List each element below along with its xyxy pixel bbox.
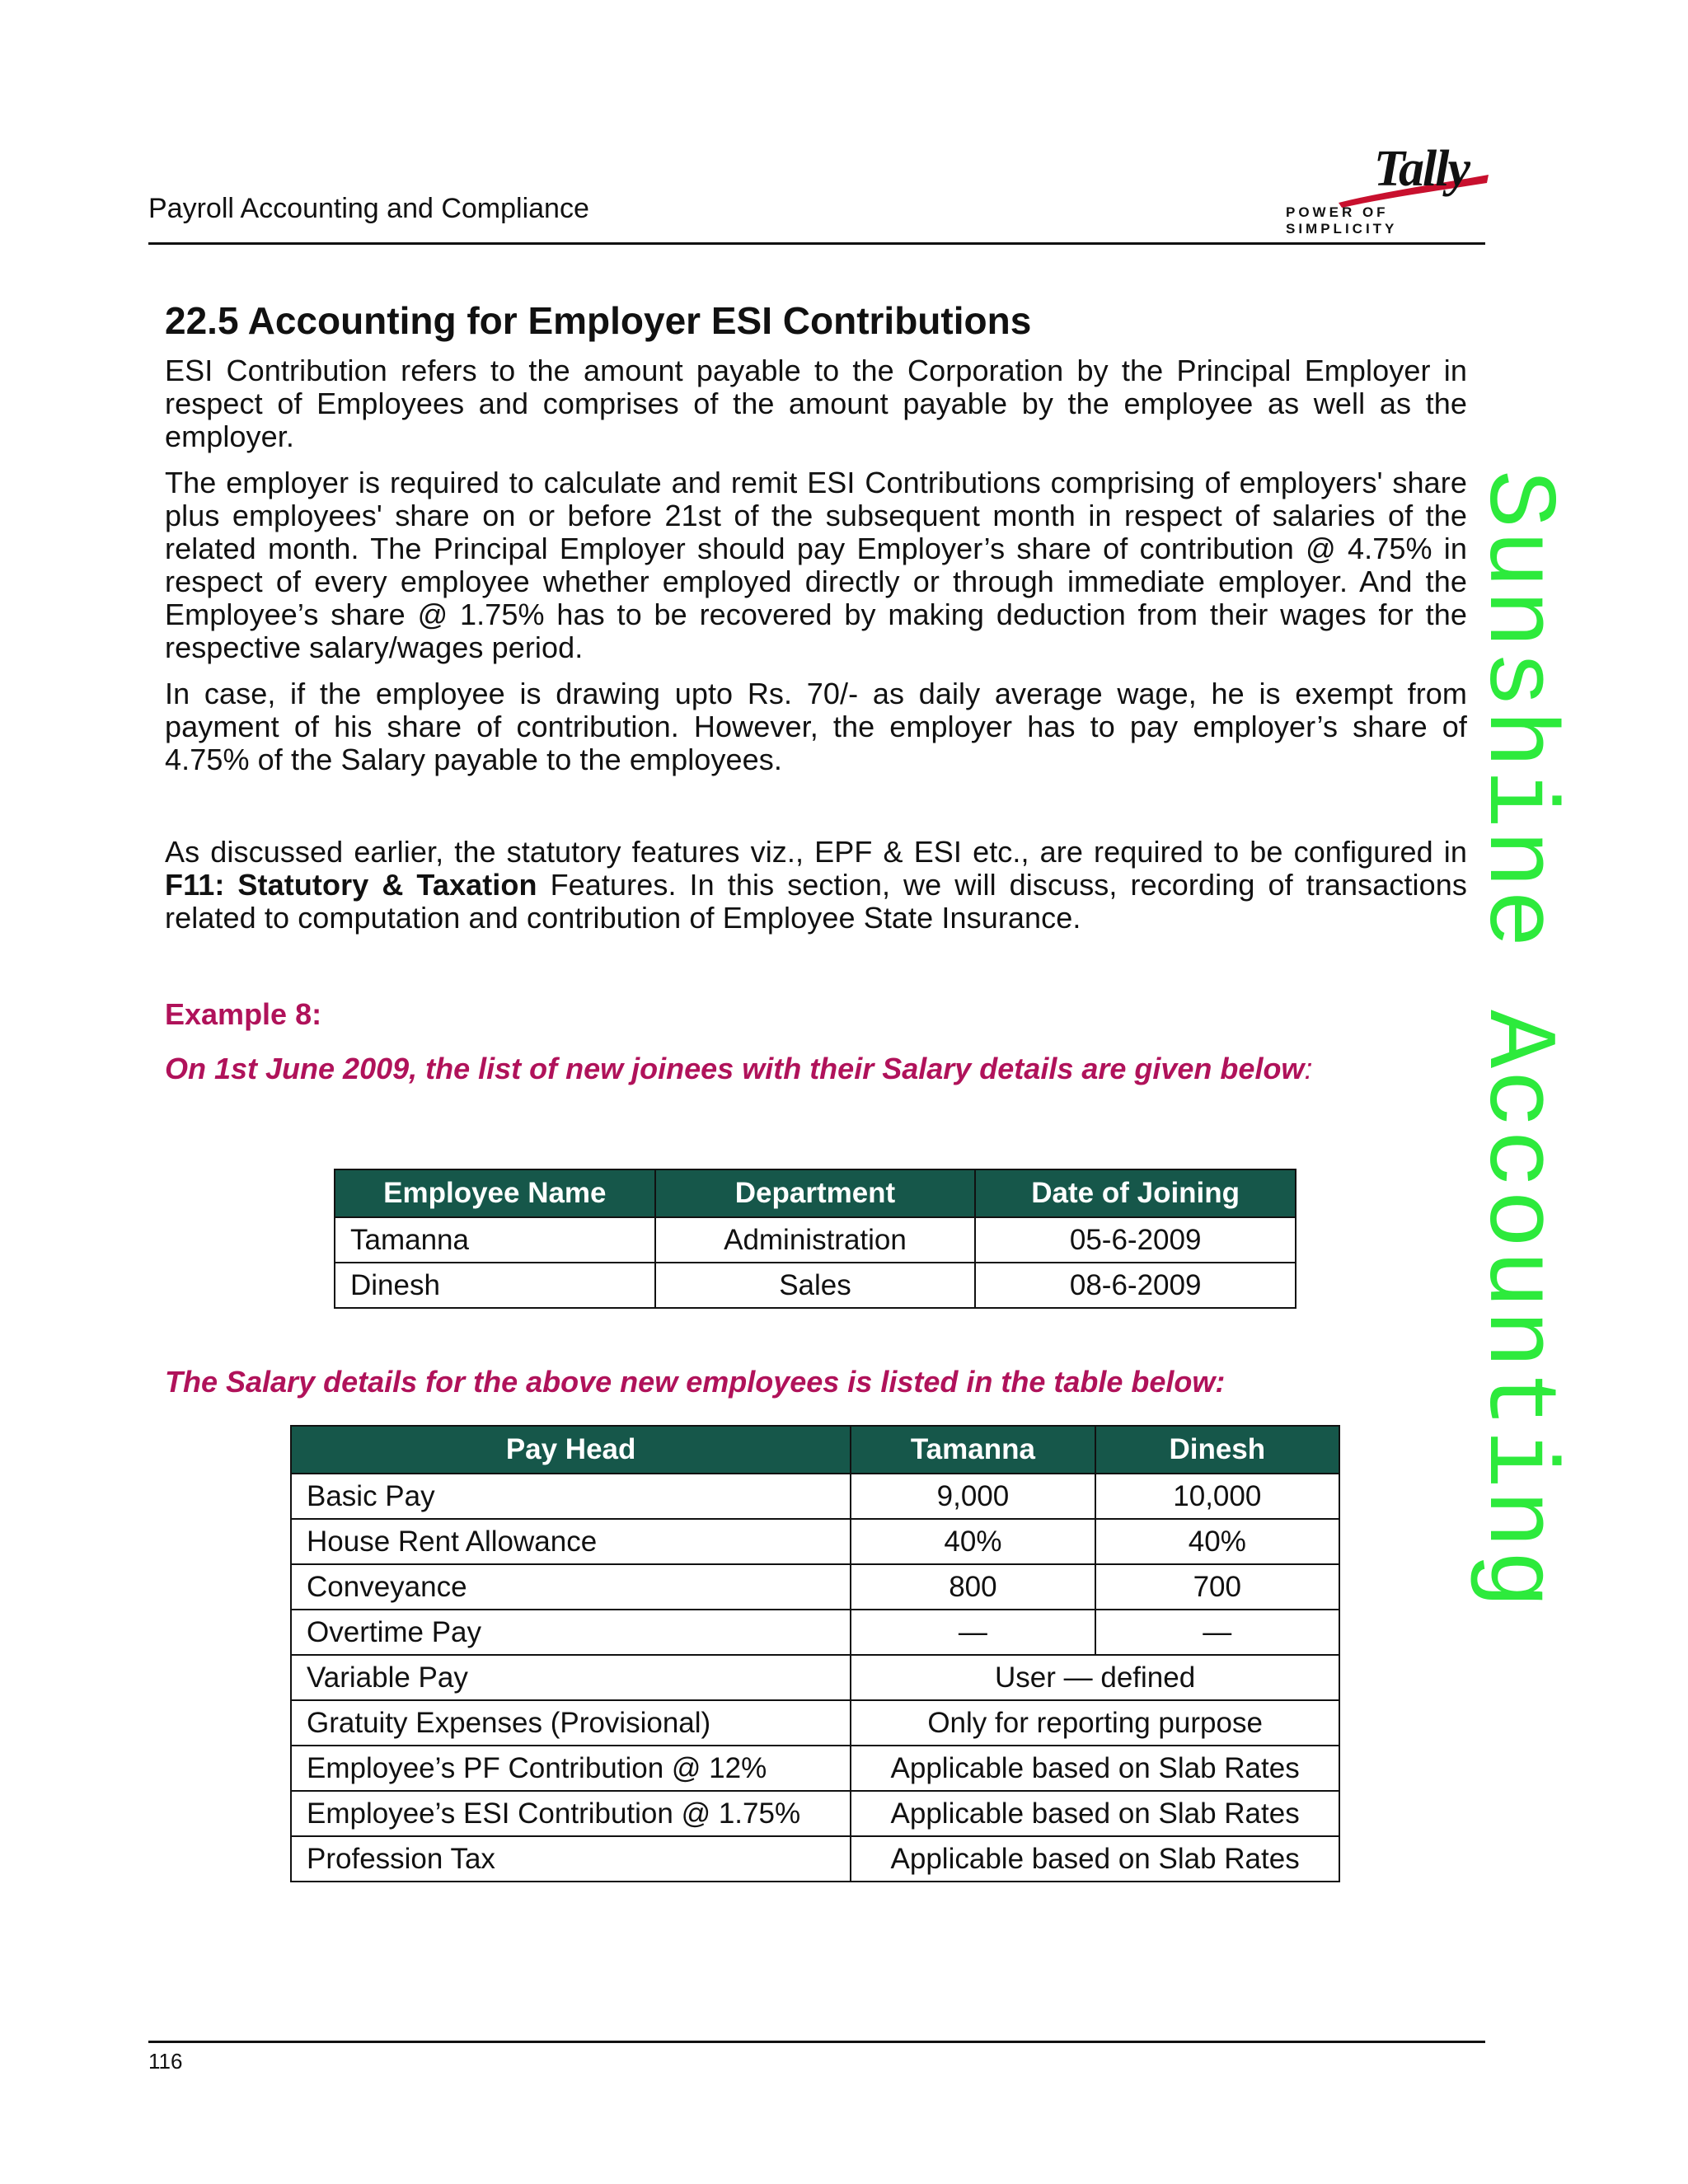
tamanna-value-cell: 800	[851, 1564, 1095, 1610]
page-header-title: Payroll Accounting and Compliance	[148, 193, 589, 224]
table-row	[291, 1836, 1339, 1882]
pay-head-cell: Variable Pay	[291, 1655, 851, 1700]
joinees-header-row	[335, 1169, 1296, 1217]
pay-head-cell: Overtime Pay	[291, 1610, 851, 1655]
merged-value-cell: Applicable based on Slab Rates	[851, 1791, 1339, 1836]
header-tamanna: Tamanna	[851, 1426, 1095, 1474]
merged-value-cell: User — defined	[851, 1655, 1339, 1700]
merged-value-cell: Only for reporting purpose	[851, 1700, 1339, 1746]
paragraph-4-post: Features. In this section, we will discuss, recording of transactions related to computation and contribution of Employee State Insurance.	[165, 868, 1467, 935]
pay-head-cell: Profession Tax	[291, 1836, 851, 1882]
employee-name-cell: Tamanna	[335, 1217, 655, 1263]
table-row	[291, 1474, 1339, 1519]
example-intro	[165, 1052, 1467, 1086]
table-row	[291, 1610, 1339, 1655]
page-number: 116	[148, 2049, 183, 2074]
department-cell: Sales	[655, 1263, 976, 1308]
statutory-features-term: F11: Statutory & Taxation	[165, 868, 537, 902]
paragraph-4-pre: As discussed earlier, the statutory features viz., EPF & ESI etc., are required to be configured in	[165, 835, 1467, 869]
department-cell: Administration	[655, 1217, 976, 1263]
header-dinesh: Dinesh	[1095, 1426, 1339, 1474]
table-row	[335, 1263, 1296, 1308]
merged-value-cell: Applicable based on Slab Rates	[851, 1746, 1339, 1791]
logo-wordmark: Tally	[1373, 141, 1469, 197]
table-row	[335, 1217, 1296, 1263]
watermark-text: Sunshine Accounting	[1461, 470, 1571, 1610]
salary-details-table	[290, 1425, 1340, 1882]
header-department: Department	[655, 1169, 976, 1217]
table-row	[291, 1791, 1339, 1836]
logo-tagline: POWER OF SIMPLICITY	[1286, 204, 1398, 237]
pay-head-cell: Employee’s PF Contribution @ 12%	[291, 1746, 851, 1791]
paragraph-3: In case, if the employee is drawing upto Rs. 70/- as daily average wage, he is exempt from payment of his share of contribution. However, the employer has to pay employer’s share of 4.75% of the Salary payable to the employees.	[165, 677, 1467, 776]
pay-head-cell: House Rent Allowance	[291, 1519, 851, 1564]
header-employee-name: Employee Name	[335, 1169, 655, 1217]
tamanna-value-cell: —	[851, 1610, 1095, 1655]
joinees-table	[334, 1169, 1296, 1309]
pay-head-cell: Employee’s ESI Contribution @ 1.75%	[291, 1791, 851, 1836]
pay-head-cell: Basic Pay	[291, 1474, 851, 1519]
pay-head-cell: Gratuity Expenses (Provisional)	[291, 1700, 851, 1746]
pay-head-cell: Conveyance	[291, 1564, 851, 1610]
example-label: Example 8:	[165, 997, 322, 1031]
header-date-of-joining: Date of Joining	[975, 1169, 1296, 1217]
paragraph-1: ESI Contribution refers to the amount payable to the Corporation by the Principal Employer in respect of Employees and comprises of the amount payable by the employee as well as the employer.	[165, 354, 1467, 453]
dinesh-value-cell: 40%	[1095, 1519, 1339, 1564]
tamanna-value-cell: 40%	[851, 1519, 1095, 1564]
paragraph-4	[165, 836, 1467, 935]
dinesh-value-cell: 700	[1095, 1564, 1339, 1610]
salary-details-intro: The Salary details for the above new employees is listed in the table below:	[165, 1365, 1226, 1399]
section-heading: 22.5 Accounting for Employer ESI Contributions	[165, 299, 1032, 342]
table-row	[291, 1655, 1339, 1700]
table-row	[291, 1519, 1339, 1564]
dinesh-value-cell: 10,000	[1095, 1474, 1339, 1519]
date-of-joining-cell: 05-6-2009	[975, 1217, 1296, 1263]
footer-rule	[148, 2041, 1485, 2043]
example-intro-colon: :	[1304, 1052, 1313, 1085]
header-pay-head: Pay Head	[291, 1426, 851, 1474]
date-of-joining-cell: 08-6-2009	[975, 1263, 1296, 1308]
salary-header-row	[291, 1426, 1339, 1474]
employee-name-cell: Dinesh	[335, 1263, 655, 1308]
dinesh-value-cell: —	[1095, 1610, 1339, 1655]
merged-value-cell: Applicable based on Slab Rates	[851, 1836, 1339, 1882]
tamanna-value-cell: 9,000	[851, 1474, 1095, 1519]
example-intro-text: On 1st June 2009, the list of new joinees with their Salary details are given below	[165, 1052, 1305, 1085]
main-content	[165, 298, 1467, 1086]
tally-logo	[1286, 140, 1500, 237]
table-row	[291, 1700, 1339, 1746]
table-row	[291, 1564, 1339, 1610]
paragraph-2: The employer is required to calculate and remit ESI Contributions comprising of employers' share plus employees' share on or before 21st of the subsequent month in respect of salaries of the related month. The Principal Employer should pay Employer’s share of contribution @ 4.75% in respect of every employee whether employed directly or through immediate employer. And the Employee’s share @ 1.75% has to be recovered by making deduction from their wages for the respective salary/wages period.	[165, 466, 1467, 664]
header-rule	[148, 242, 1485, 245]
table-row	[291, 1746, 1339, 1791]
